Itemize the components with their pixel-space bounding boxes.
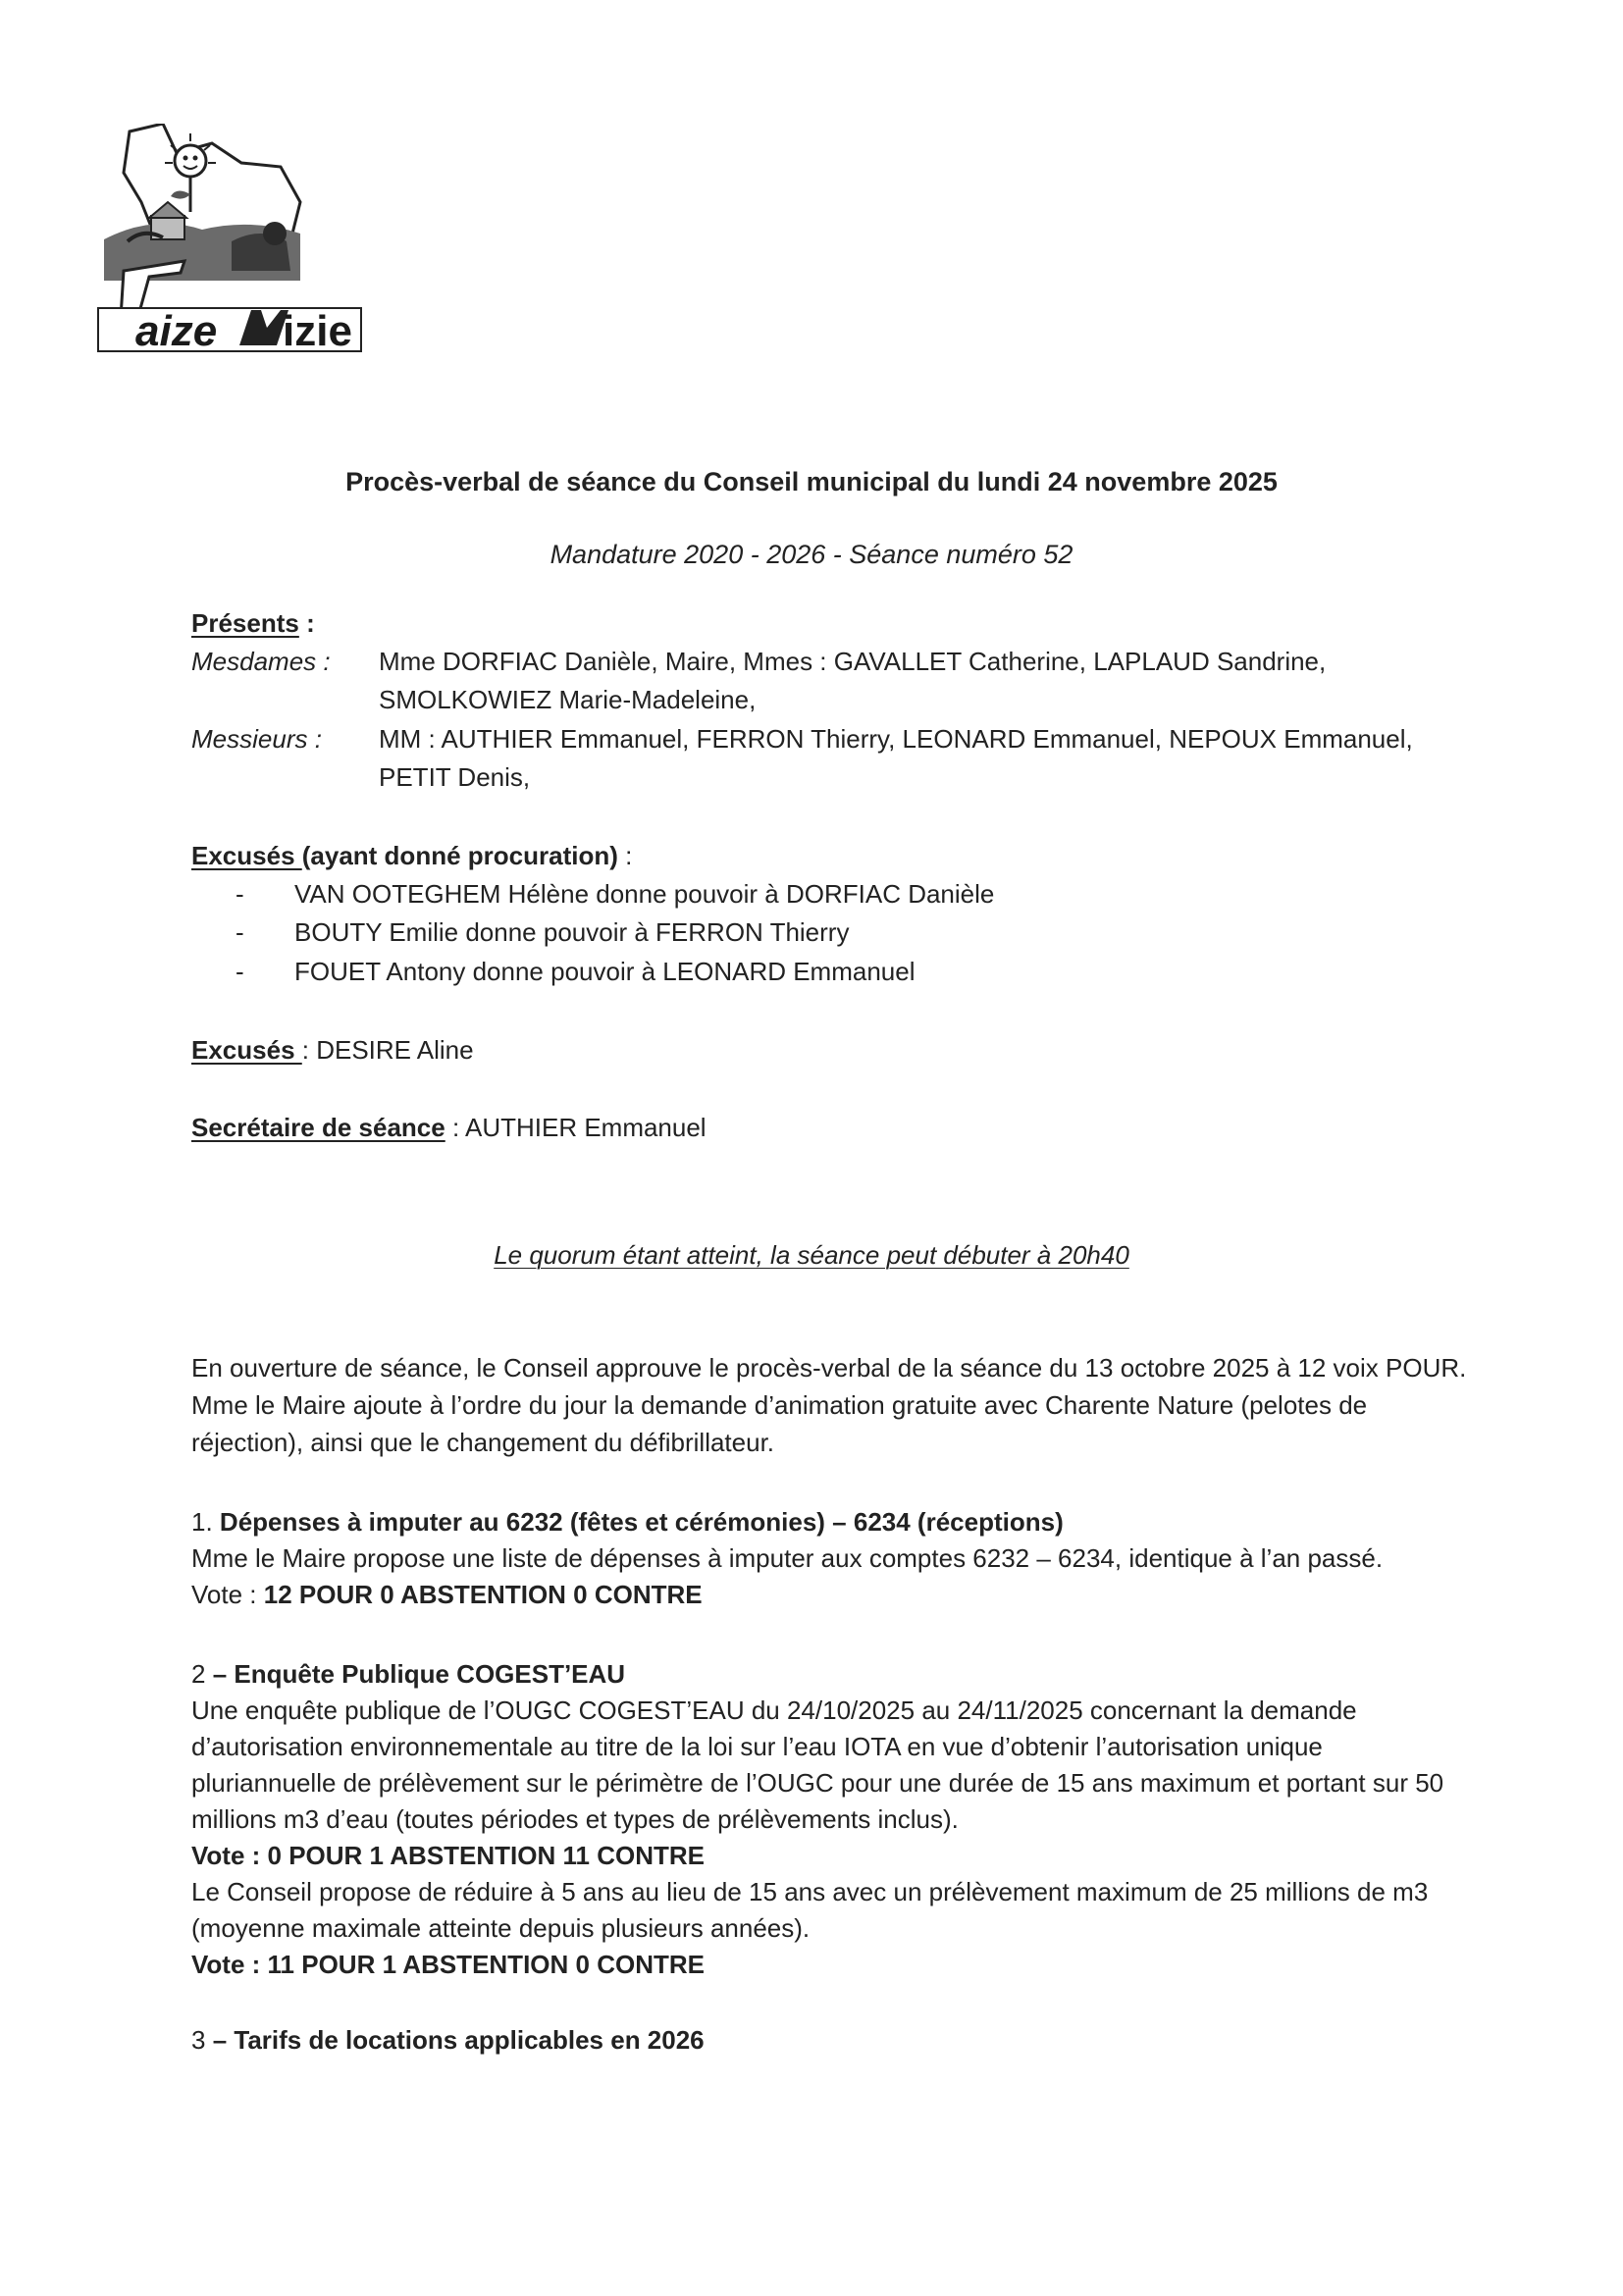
presents-heading: Présents <box>191 608 299 638</box>
page-title: Procès-verbal de séance du Conseil municipal du lundi 24 novembre 2025 <box>345 467 1278 496</box>
section-1-heading <box>191 1503 1516 1540</box>
excuses-heading: Excusés <box>191 1035 302 1065</box>
excuses-text: : DESIRE Aline <box>301 1035 474 1065</box>
presents-heading-suffix: : <box>298 608 315 638</box>
section-2-line: pluriannuelle de prélèvement sur le périmètre de l’OUGC pour une durée de 15 ans maximum et portant sur 50 <box>191 1768 1444 1798</box>
logo-text-right: izie <box>283 307 352 355</box>
section-2 <box>191 1656 1516 1983</box>
secretaire-heading: Secrétaire de séance <box>191 1113 445 1142</box>
mesdames-label: Mesdames : <box>191 647 331 676</box>
section-3-title: – Tarifs de locations applicables en 2026 <box>205 2025 705 2055</box>
secretaire-line <box>191 1113 707 1143</box>
village-logo-icon <box>94 124 365 359</box>
section-2-vote-2: Vote : 11 POUR 1 ABSTENTION 0 CONTRE <box>191 1950 705 1979</box>
section-2-line: d’autorisation environnementale au titre de la loi sur l’eau IOTA en vue d’obtenir l’autorisation unique <box>191 1732 1323 1761</box>
section-2-proposal-line: (moyenne maximale atteinte depuis plusieurs années). <box>191 1913 811 1943</box>
section-3-number: 3 <box>191 2025 206 2055</box>
village-logo <box>94 124 365 359</box>
logo-text-left: aize <box>135 307 218 355</box>
procuration-item-text: BOUTY Emilie donne pouvoir à FERRON Thierry <box>294 917 850 947</box>
list-dash: - <box>236 957 244 986</box>
section-2-line: Une enquête publique de l’OUGC COGEST’EAU du 24/10/2025 au 24/11/2025 concernant la demande <box>191 1696 1357 1725</box>
messieurs-line-2: PETIT Denis, <box>379 762 531 792</box>
procuration-item <box>236 917 849 948</box>
section-3-heading <box>191 2021 1516 2059</box>
messieurs-label: Messieurs : <box>191 724 322 754</box>
messieurs-line-1: MM : AUTHIER Emmanuel, FERRON Thierry, LEONARD Emmanuel, NEPOUX Emmanuel, <box>379 724 1413 754</box>
ouverture-line: En ouverture de séance, le Conseil approuve le procès-verbal de la séance du 13 octobre 2025 à 12 voix POUR. <box>191 1353 1467 1383</box>
vote-label: Vote : <box>191 1580 264 1609</box>
mesdames-line-1: Mme DORFIAC Danièle, Maire, Mmes : GAVALLET Catherine, LAPLAUD Sandrine, <box>379 647 1327 676</box>
excuses-procuration-heading-rest: (ayant donné procuration) <box>301 841 618 870</box>
excuses-procuration-heading-line <box>191 841 632 871</box>
section-2-proposal-line: Le Conseil propose de réduire à 5 ans au lieu de 15 ans avec un prélèvement maximum de 25 millions de m3 <box>191 1877 1429 1906</box>
section-1-vote <box>191 1576 1516 1613</box>
quorum-note: Le quorum étant atteint, la séance peut débuter à 20h40 <box>494 1240 1129 1270</box>
procuration-item-text: FOUET Antony donne pouvoir à LEONARD Emmanuel <box>294 957 916 986</box>
section-2-line: millions m3 d’eau (toutes périodes et types de prélèvements inclus). <box>191 1804 959 1834</box>
presents-heading-line <box>191 608 315 639</box>
section-1 <box>191 1503 1516 1613</box>
procuration-item <box>236 957 916 987</box>
section-1-text: Mme le Maire propose une liste de dépenses à imputer aux comptes 6232 – 6234, identique à l’an passé. <box>191 1543 1384 1573</box>
ouverture-line: réjection), ainsi que le changement du défibrillateur. <box>191 1428 775 1457</box>
section-2-heading <box>191 1656 1516 1693</box>
section-1-number: 1. <box>191 1507 213 1537</box>
section-2-number: 2 <box>191 1659 206 1689</box>
ouverture-line: Mme le Maire ajoute à l’ordre du jour la demande d’animation gratuite avec Charente Nature (pelotes de <box>191 1390 1368 1420</box>
page-subtitle: Mandature 2020 - 2026 - Séance numéro 52 <box>550 540 1073 569</box>
excuses-procuration-heading-suffix: : <box>617 841 633 870</box>
excuses-line <box>191 1035 474 1066</box>
section-3 <box>191 2021 1516 2059</box>
mesdames-line-2: SMOLKOWIEZ Marie-Madeleine, <box>379 685 757 714</box>
section-2-title: – Enquête Publique COGEST’EAU <box>205 1659 626 1689</box>
section-2-vote-1: Vote : 0 POUR 1 ABSTENTION 11 CONTRE <box>191 1841 705 1870</box>
ouverture-paragraph <box>191 1349 1516 1461</box>
section-1-title: Dépenses à imputer au 6232 (fêtes et cérémonies) – 6234 (réceptions) <box>212 1507 1064 1537</box>
procuration-item <box>236 879 994 910</box>
procuration-item-text: VAN OOTEGHEM Hélène donne pouvoir à DORFIAC Danièle <box>294 879 995 909</box>
secretaire-text: : AUTHIER Emmanuel <box>445 1113 707 1142</box>
list-dash: - <box>236 879 244 909</box>
list-dash: - <box>236 917 244 947</box>
excuses-procuration-heading: Excusés <box>191 841 302 870</box>
vote-result: 12 POUR 0 ABSTENTION 0 CONTRE <box>263 1580 703 1609</box>
